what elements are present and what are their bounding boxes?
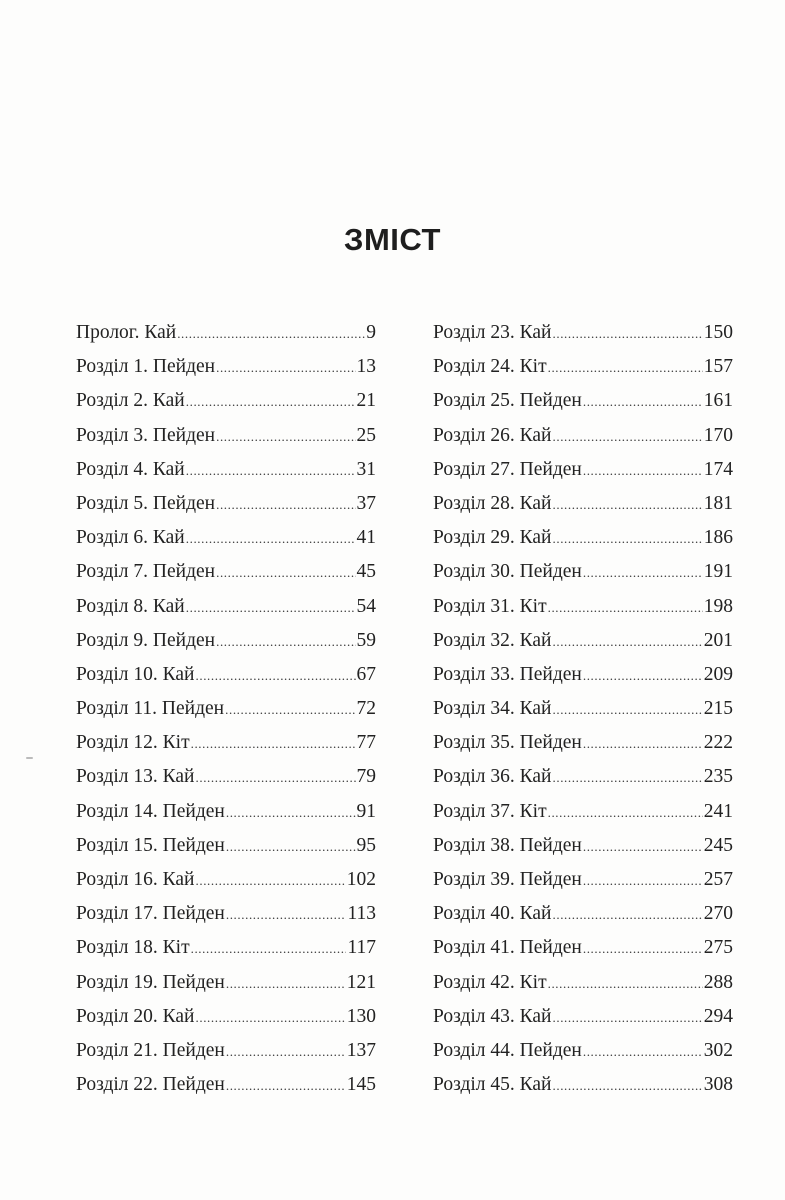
toc-dot-leader: [583, 1044, 703, 1060]
toc-entry-label: Розділ 8. Кай: [76, 595, 185, 617]
toc-entry-label: Розділ 21. Пейден: [76, 1039, 225, 1061]
toc-dot-leader: [191, 941, 347, 957]
toc-dot-leader: [186, 600, 356, 616]
toc-entry-page: 157: [703, 356, 733, 378]
toc-dot-leader: [553, 702, 703, 718]
toc-entry: [433, 937, 733, 971]
toc-entry-page: 79: [356, 766, 376, 788]
toc-entry: [433, 698, 733, 732]
toc-entry-page: 37: [356, 492, 376, 514]
toc-entry-page: 257: [703, 869, 733, 890]
toc-entry: [76, 390, 376, 424]
toc-entry: [433, 1040, 733, 1074]
toc-entry: [76, 972, 376, 1006]
toc-entry-page: 72: [356, 698, 376, 720]
toc-entry: [76, 596, 376, 630]
toc-entry-label: Розділ 3. Пейден: [76, 424, 216, 446]
toc-dot-leader: [548, 805, 703, 821]
toc-entry-page: 222: [703, 732, 733, 754]
toc-dot-leader: [216, 360, 355, 376]
toc-entry: [76, 561, 376, 595]
toc-entry-page: 113: [347, 903, 376, 925]
toc-entry-page: 130: [346, 1005, 376, 1027]
toc-entry: [433, 390, 733, 424]
toc-dot-leader: [196, 668, 356, 684]
toc-entry: [76, 1006, 376, 1040]
toc-entry-page: 308: [703, 1074, 733, 1096]
toc-entry-label: Розділ 24. Кіт: [433, 356, 547, 378]
toc-entry-label: Розділ 12. Кіт: [76, 732, 190, 754]
toc-entry-label: Розділ 45. Кай: [433, 1074, 552, 1096]
toc-dot-leader: [583, 565, 703, 581]
toc-entry: [433, 972, 733, 1006]
toc-entry-page: 186: [703, 527, 733, 549]
toc-entry-page: 102: [346, 869, 376, 890]
toc-entry: [433, 630, 733, 664]
toc-dot-leader: [553, 326, 703, 342]
toc-entry-label: Розділ 15. Пейден: [76, 834, 225, 856]
toc-dot-leader: [583, 394, 703, 410]
toc-dot-leader: [226, 805, 356, 821]
toc-entry-page: 77: [356, 732, 376, 754]
toc-entry-label: Розділ 6. Кай: [76, 527, 185, 549]
toc-entry-page: 21: [356, 390, 376, 412]
toc-entry: [433, 664, 733, 698]
toc-entry-label: Розділ 11. Пейден: [76, 698, 225, 720]
toc-entry-page: 170: [703, 424, 733, 446]
toc-dot-leader: [553, 1078, 703, 1094]
toc-entry-page: 91: [356, 800, 376, 822]
toc-entry: [76, 664, 376, 698]
toc-entry-page: 241: [703, 800, 733, 822]
toc-entry-label: Розділ 43. Кай: [433, 1005, 552, 1027]
toc-entry-label: Розділ 17. Пейден: [76, 903, 225, 925]
toc-entry: [433, 459, 733, 493]
toc-entry-label: Розділ 22. Пейден: [76, 1074, 225, 1096]
toc-entry-label: Розділ 20. Кай: [76, 1005, 195, 1027]
toc-entry-label: Розділ 44. Пейден: [433, 1039, 582, 1061]
toc-dot-leader: [216, 497, 355, 513]
toc-entry: [433, 835, 733, 869]
toc-entry-page: 181: [703, 492, 733, 514]
toc-entry-label: Розділ 16. Кай: [76, 869, 195, 890]
toc-entry-label: Розділ 35. Пейден: [433, 732, 582, 754]
toc-entry-page: 150: [703, 322, 733, 343]
toc-entry: [76, 766, 376, 800]
toc-entry: [433, 527, 733, 561]
toc-dot-leader: [553, 770, 703, 786]
toc-entry-page: 215: [703, 698, 733, 720]
toc-entry-page: 59: [356, 629, 376, 651]
toc-dot-leader: [548, 600, 703, 616]
toc-entry: [76, 459, 376, 493]
toc-entry: [433, 596, 733, 630]
toc-entry-page: 275: [703, 937, 733, 959]
toc-entry-label: Розділ 5. Пейден: [76, 492, 216, 514]
toc-dot-leader: [583, 941, 703, 957]
toc-dot-leader: [186, 531, 356, 547]
toc-entry-label: Розділ 25. Пейден: [433, 390, 582, 412]
toc-entry-label: Розділ 36. Кай: [433, 766, 552, 788]
toc-dot-leader: [583, 839, 703, 855]
toc-column-right: [433, 322, 733, 1108]
toc-entry-label: Розділ 40. Кай: [433, 903, 552, 925]
toc-entry-label: Розділ 41. Пейден: [433, 937, 582, 959]
toc-dot-leader: [177, 326, 365, 342]
toc-dot-leader: [583, 668, 703, 684]
toc-entry-page: 67: [356, 663, 376, 685]
toc-entry: [76, 493, 376, 527]
toc-entry-label: Розділ 37. Кіт: [433, 800, 547, 822]
toc-entry: [433, 801, 733, 835]
toc-entry-label: Розділ 23. Кай: [433, 322, 552, 343]
toc-dot-leader: [583, 873, 703, 889]
toc-entry-page: 54: [356, 595, 376, 617]
toc-entry: [76, 1074, 376, 1108]
toc-dot-leader: [226, 839, 356, 855]
toc-entry: [76, 698, 376, 732]
toc-dot-leader: [583, 463, 703, 479]
toc-entry: [433, 766, 733, 800]
toc-entry-page: 9: [366, 322, 376, 343]
toc-entry: [76, 322, 376, 356]
toc-entry-page: 121: [346, 971, 376, 993]
toc-entry-page: 137: [346, 1039, 376, 1061]
toc-dot-leader: [225, 702, 355, 718]
toc-dot-leader: [186, 463, 356, 479]
toc-dot-leader: [553, 497, 703, 513]
toc-dot-leader: [553, 634, 703, 650]
toc-entry: [433, 322, 733, 356]
toc-entry-page: 201: [703, 629, 733, 651]
toc-dot-leader: [216, 565, 355, 581]
toc-dot-leader: [226, 1044, 346, 1060]
toc-entry-page: 25: [356, 424, 376, 446]
toc-dot-leader: [553, 531, 703, 547]
toc-entry-page: 45: [356, 561, 376, 583]
toc-entry: [76, 903, 376, 937]
toc-entry-label: Розділ 13. Кай: [76, 766, 195, 788]
toc-entry-page: 95: [356, 834, 376, 856]
toc-dot-leader: [216, 429, 355, 445]
toc-entry-label: Розділ 14. Пейден: [76, 800, 225, 822]
toc-entry: [433, 1074, 733, 1108]
toc-entry: [76, 527, 376, 561]
scan-smudge: [26, 757, 33, 759]
toc-dot-leader: [191, 736, 356, 752]
toc-entry-page: 31: [356, 458, 376, 480]
toc-entry: [76, 1040, 376, 1074]
toc-entry: [433, 425, 733, 459]
toc-entry: [76, 869, 376, 903]
toc-entry-label: Розділ 19. Пейден: [76, 971, 225, 993]
toc-entry-page: 41: [356, 527, 376, 549]
toc-entry-label: Розділ 29. Кай: [433, 527, 552, 549]
toc-entry-page: 117: [347, 937, 376, 959]
toc-entry-label: Розділ 34. Кай: [433, 698, 552, 720]
toc-dot-leader: [196, 770, 356, 786]
toc-dot-leader: [548, 976, 703, 992]
toc-entry: [433, 493, 733, 527]
toc-entry-label: Розділ 9. Пейден: [76, 629, 216, 651]
toc-dot-leader: [196, 1010, 346, 1026]
toc-dot-leader: [186, 394, 356, 410]
toc-entry-page: 288: [703, 971, 733, 993]
toc-entry: [76, 630, 376, 664]
toc-entry: [76, 356, 376, 390]
toc-entry: [433, 732, 733, 766]
toc-entry-label: Розділ 27. Пейден: [433, 458, 582, 480]
toc-entry-label: Розділ 28. Кай: [433, 492, 552, 514]
toc-entry-label: Розділ 10. Кай: [76, 663, 195, 685]
toc-entry-page: 161: [703, 390, 733, 412]
toc-entry-label: Розділ 32. Кай: [433, 629, 552, 651]
toc-column-left: [76, 322, 376, 1108]
toc-entry: [433, 356, 733, 390]
toc-entry: [433, 869, 733, 903]
toc-entry-page: 13: [356, 356, 376, 378]
toc-entry: [433, 903, 733, 937]
toc-dot-leader: [548, 360, 703, 376]
toc-entry-page: 174: [703, 458, 733, 480]
toc-dot-leader: [553, 1010, 703, 1026]
toc-dot-leader: [216, 634, 355, 650]
toc-dot-leader: [583, 736, 703, 752]
toc-entry-label: Розділ 31. Кіт: [433, 595, 547, 617]
toc-entry-label: Розділ 7. Пейден: [76, 561, 216, 583]
toc-entry-label: Пролог. Кай: [76, 322, 177, 343]
page-title: ЗМІСТ: [344, 222, 441, 257]
toc-entry-label: Розділ 42. Кіт: [433, 971, 547, 993]
toc-dot-leader: [226, 1078, 346, 1094]
toc-entry-label: Розділ 26. Кай: [433, 424, 552, 446]
toc-dot-leader: [553, 429, 703, 445]
toc-entry-page: 235: [703, 766, 733, 788]
toc-dot-leader: [196, 873, 346, 889]
toc-entry: [433, 561, 733, 595]
toc-entry: [76, 835, 376, 869]
toc-entry: [76, 801, 376, 835]
toc-entry-label: Розділ 4. Кай: [76, 458, 185, 480]
toc-entry: [76, 425, 376, 459]
toc-entry-label: Розділ 39. Пейден: [433, 869, 582, 890]
toc-entry-page: 245: [703, 834, 733, 856]
toc-entry-page: 302: [703, 1039, 733, 1061]
toc-entry: [76, 732, 376, 766]
toc-entry: [433, 1006, 733, 1040]
toc-dot-leader: [226, 976, 346, 992]
toc-entry-page: 294: [703, 1005, 733, 1027]
toc-entry-page: 209: [703, 663, 733, 685]
toc-entry-label: Розділ 30. Пейден: [433, 561, 582, 583]
toc-entry-label: Розділ 38. Пейден: [433, 834, 582, 856]
toc-entry-page: 270: [703, 903, 733, 925]
toc-entry-label: Розділ 2. Кай: [76, 390, 185, 412]
toc-entry-page: 145: [346, 1074, 376, 1096]
toc-entry: [76, 937, 376, 971]
toc-entry-page: 198: [703, 595, 733, 617]
toc-entry-label: Розділ 18. Кіт: [76, 937, 190, 959]
toc-entry-label: Розділ 1. Пейден: [76, 356, 216, 378]
toc-dot-leader: [553, 907, 703, 923]
toc-entry-label: Розділ 33. Пейден: [433, 663, 582, 685]
toc-dot-leader: [226, 907, 347, 923]
toc-entry-page: 191: [703, 561, 733, 583]
